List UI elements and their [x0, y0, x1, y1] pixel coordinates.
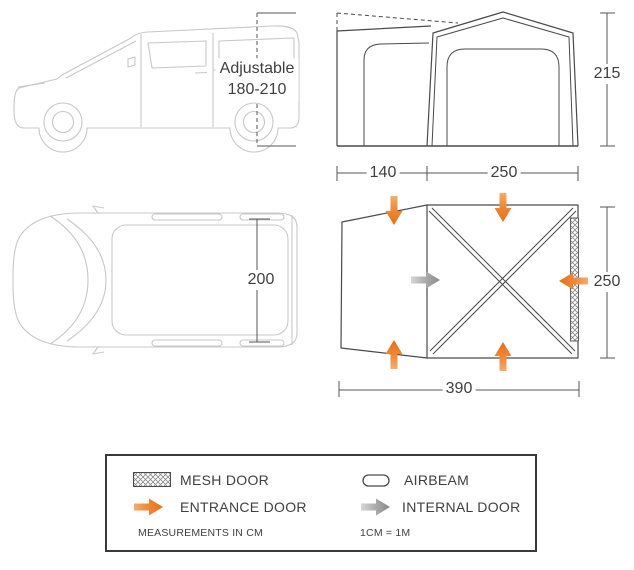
van-rear-wheel: [235, 103, 273, 141]
dim-label-canopy-width: 250: [488, 163, 521, 183]
adjustable-text: Adjustable: [219, 60, 295, 78]
airbeam-diagonal-2: [429, 211, 572, 354]
canopy-door-arch: [447, 49, 559, 146]
door-arrows: [386, 193, 589, 371]
dim-label-tunnel-width: 140: [367, 163, 400, 183]
adjustable-range-text: 180-210: [227, 81, 287, 98]
airbeam-diagonal-3: [430, 208, 573, 351]
airbeam-icon: [362, 474, 390, 487]
roof-rail-3: [152, 340, 222, 346]
van-headlight-line: [18, 83, 45, 87]
entrance-door-arrow-icon: [133, 498, 165, 516]
airbeam-diagonal-1: [432, 208, 575, 351]
adjustable-height-label: [216, 58, 299, 102]
van-mirror-top: [93, 206, 104, 213]
van-door-lines: [141, 33, 213, 127]
van-door-handle: [195, 73, 207, 74]
awning-floor-plan-drawing: [341, 205, 579, 358]
dim-label-van-width: 200: [245, 270, 278, 290]
dim-label-depth: 250: [591, 272, 624, 292]
entrance-door-arrow-canopy-bottom: [495, 342, 512, 371]
van-mirror-bottom: [93, 347, 104, 354]
canopy-footprint: [427, 205, 578, 358]
van-hood-arc: [50, 216, 88, 344]
roof-rail-4: [240, 340, 284, 346]
canopy-inner: [432, 18, 573, 146]
dim-label-height: 215: [591, 64, 624, 84]
legend-airbeam-label: AIRBEAM: [404, 472, 470, 488]
tunnel-door: [364, 43, 429, 146]
roof-rail-1: [152, 214, 222, 220]
van-mirror: [128, 57, 135, 67]
legend: [105, 454, 537, 552]
van-front-wheel: [44, 103, 82, 141]
van-windshield-arc: [67, 219, 106, 341]
legend-mesh-door-label: MESH DOOR: [180, 472, 270, 488]
van-front-window: [148, 41, 206, 68]
van-rear-hub: [244, 112, 265, 133]
legend-measurements-note: MEASUREMENTS IN CM: [138, 527, 263, 539]
canopy-outer: [427, 12, 578, 146]
mesh-door-swatch-icon: [133, 472, 171, 487]
dim-label-total-length: 390: [443, 379, 476, 399]
airbeam-diagonal-4: [433, 211, 576, 354]
internal-door-arrow-icon: [360, 498, 392, 516]
legend-internal-door-label: INTERNAL DOOR: [402, 499, 521, 515]
van-front-hub: [53, 112, 74, 133]
legend-entrance-door-label: ENTRANCE DOOR: [180, 499, 307, 515]
entrance-door-arrow-canopy-top: [495, 193, 512, 222]
awning-front-view-drawing: [337, 12, 578, 146]
internal-door-arrow: [411, 272, 440, 289]
legend-scale-note: 1CM = 1M: [360, 527, 411, 539]
van-windshield: [66, 41, 136, 78]
